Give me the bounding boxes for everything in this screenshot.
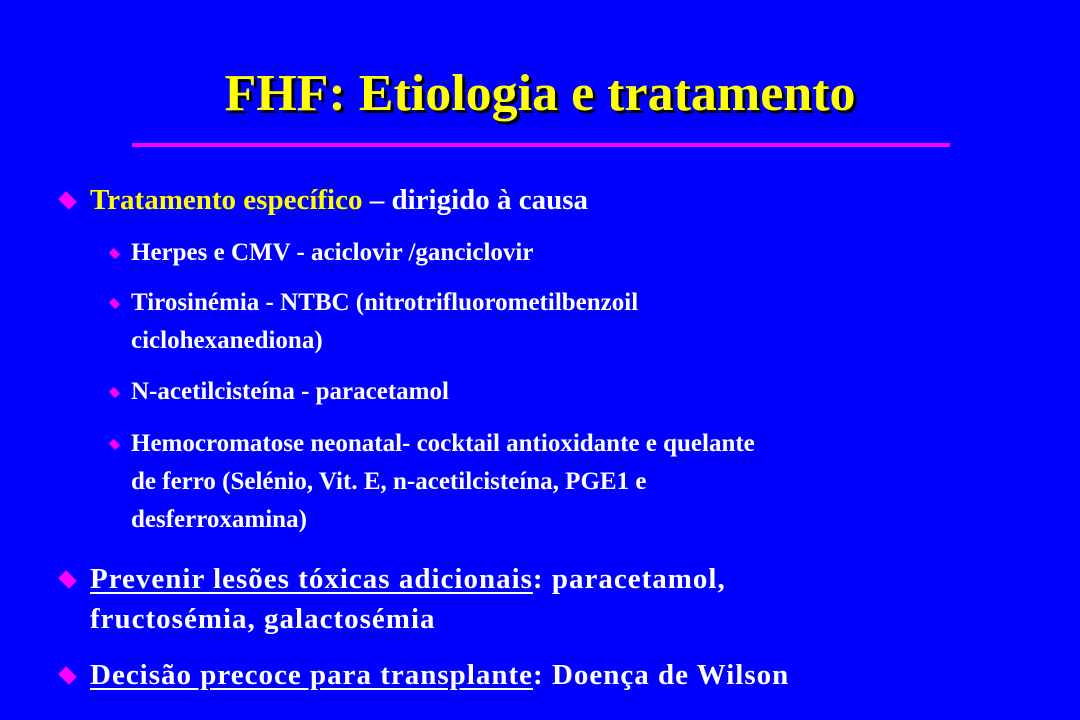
sub-bullet-text-line1: Tirosinémia - NTBC (nitrotrifluorometilbenzoil [131, 289, 639, 316]
diamond-bullet-icon [58, 666, 77, 685]
title-underline-rule [132, 143, 950, 147]
small-diamond-bullet-icon [109, 439, 120, 450]
bullet-prevent-toxic-lesions [90, 561, 726, 597]
bullet-prevent-toxic-lesions-line2 [90, 601, 436, 637]
small-diamond-bullet-icon [109, 248, 120, 259]
sub-bullet-tirosinemia-continued [131, 324, 323, 357]
sub-bullet-text: N-acetilcisteína - paracetamol [131, 378, 449, 405]
bullet-lead-text: Prevenir lesões tóxicas adicionais [90, 563, 533, 595]
small-diamond-bullet-icon [109, 387, 120, 398]
slide-title: FHF: Etiologia e tratamento [224, 65, 856, 122]
diamond-bullet-icon [58, 191, 77, 210]
diamond-bullet-icon [58, 570, 77, 589]
sub-bullet-hemocromatose [131, 427, 755, 460]
bullet-rest-text: : paracetamol, [532, 563, 726, 595]
sub-bullet-text-line2: ciclohexanediona) [131, 327, 323, 354]
sub-bullet-text-line2: de ferro (Selénio, Vit. E, n-acetilcisteína, PGE1 e [131, 468, 647, 495]
bullet-rest-text: – dirigido à causa [362, 184, 589, 216]
sub-bullet-text-line3: desferroxamina) [131, 506, 307, 533]
sub-bullet-tirosinemia [131, 286, 638, 319]
bullet-treatment-specific [90, 182, 588, 218]
sub-bullet-text-line1: Hemocromatose neonatal- cocktail antioxidante e quelante [131, 430, 755, 457]
sub-bullet-hemocromatose-line2 [131, 465, 646, 498]
small-diamond-bullet-icon [109, 298, 120, 309]
bullet-early-transplant-decision [90, 657, 789, 693]
sub-bullet-herpes-cmv [131, 236, 533, 269]
bullet-text-line2: fructosémia, galactosémia [90, 603, 436, 635]
sub-bullet-hemocromatose-line3 [131, 503, 307, 536]
sub-bullet-text: Herpes e CMV - aciclovir /ganciclovir [131, 239, 534, 266]
bullet-lead-text: Decisão precoce para transplante [90, 659, 534, 691]
bullet-lead-text: Tratamento específico [90, 184, 363, 216]
sub-bullet-n-acetilcisteina [131, 375, 449, 408]
bullet-rest-text: : Doença de Wilson [533, 659, 790, 691]
